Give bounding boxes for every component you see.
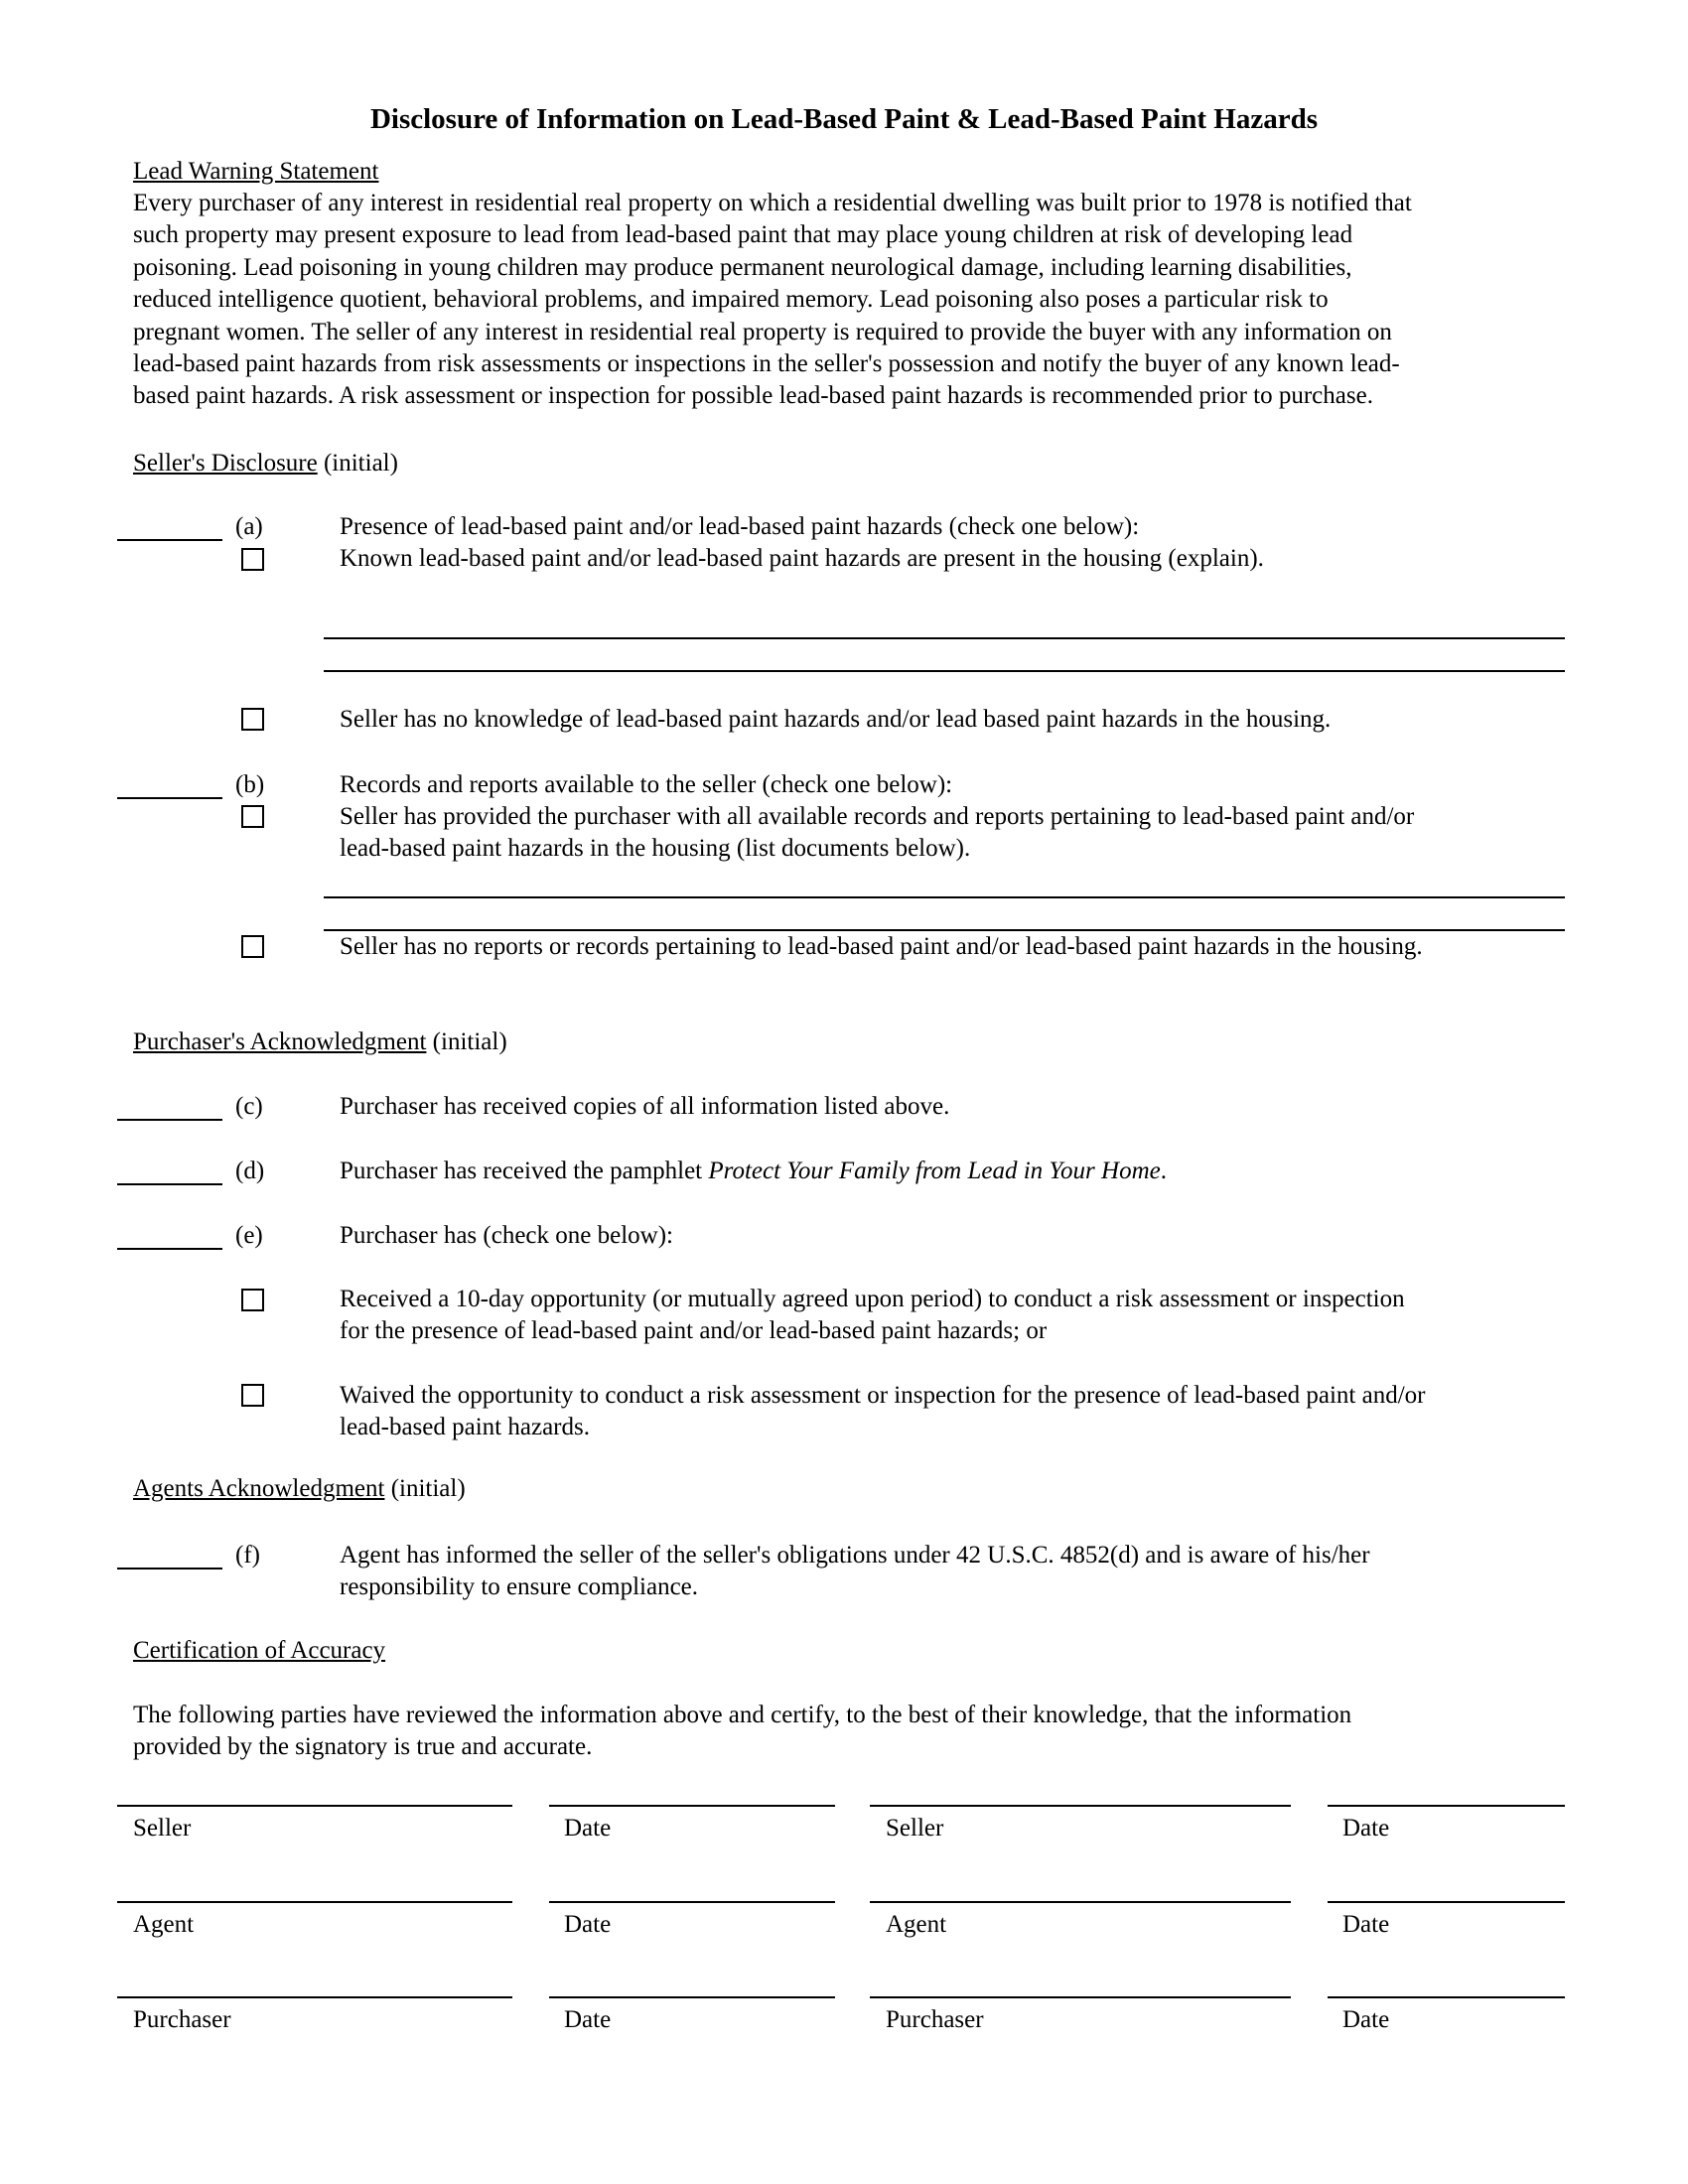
signature-label: Purchaser bbox=[886, 2006, 984, 2033]
lead-warning-line: Every purchaser of any interest in residential real property on which a residential dwelling was built prior to 1978 is notified that bbox=[133, 190, 1412, 216]
agents-ack-heading-text: Agents Acknowledgment bbox=[133, 1475, 385, 1502]
signature-label: Purchaser bbox=[133, 2006, 231, 2033]
option-waived-opportunity-line: lead-based paint hazards. bbox=[340, 1414, 590, 1440]
lead-warning-line: based paint hazards. A risk assessment or inspection for possible lead-based paint hazards is recommended prior to purchase. bbox=[133, 382, 1373, 410]
item-d-text-prefix: Purchaser has received the pamphlet bbox=[340, 1158, 709, 1184]
certification-line: provided by the signatory is true and accurate. bbox=[133, 1733, 593, 1761]
item-b-text: Records and reports available to the seller (check one below): bbox=[340, 771, 953, 798]
option-received-opportunity-line: for the presence of lead-based paint and/or lead-based paint hazards; or bbox=[340, 1317, 1048, 1344]
documents-line-1[interactable] bbox=[324, 896, 1565, 898]
explain-line-1[interactable] bbox=[324, 637, 1565, 639]
purchaser-signature-line[interactable] bbox=[870, 1996, 1291, 1998]
initial-line-c[interactable] bbox=[117, 1119, 222, 1121]
lead-warning-heading bbox=[133, 156, 378, 189]
purchaser-ack-heading-suffix: (initial) bbox=[426, 1028, 507, 1055]
seller-disclosure-heading-suffix: (initial) bbox=[317, 450, 398, 477]
page-title: Disclosure of Information on Lead-Based Paint & Lead-Based Paint Hazards bbox=[369, 103, 1319, 135]
item-letter-d: (d) bbox=[235, 1158, 265, 1184]
option-waived-opportunity bbox=[340, 1380, 1561, 1443]
checkbox-received-opportunity[interactable] bbox=[241, 1289, 264, 1311]
explain-line-2[interactable] bbox=[324, 670, 1565, 672]
certification-line: The following parties have reviewed the information above and certify, to the best of their knowledge, that the information bbox=[133, 1702, 1352, 1728]
lead-warning-line: poisoning. Lead poisoning in young children may produce permanent neurological damage, including learning disabilities, bbox=[133, 253, 1352, 281]
seller-date-line[interactable] bbox=[549, 1805, 835, 1807]
lead-warning-line: such property may present exposure to lead from lead-based paint that may place young children at risk of developing lead bbox=[133, 221, 1353, 249]
pamphlet-title: Protect Your Family from Lead in Your Home bbox=[708, 1158, 1161, 1184]
item-a-text: Presence of lead-based paint and/or lead-based paint hazards (check one below): bbox=[340, 513, 1140, 540]
item-c-text: Purchaser has received copies of all information listed above. bbox=[340, 1093, 950, 1120]
option-records-provided-line: lead-based paint hazards in the housing (list documents below). bbox=[340, 835, 971, 862]
item-f-text-line: responsibility to ensure compliance. bbox=[340, 1573, 699, 1600]
initial-line-d[interactable] bbox=[117, 1183, 222, 1185]
signature-label: Date bbox=[564, 1815, 612, 1842]
purchaser-ack-heading bbox=[133, 1026, 507, 1059]
option-records-provided bbox=[340, 801, 1561, 865]
option-no-records: Seller has no reports or records pertaining to lead-based paint and/or lead-based paint hazards in the housing. bbox=[340, 933, 1423, 960]
item-e-text: Purchaser has (check one below): bbox=[340, 1222, 673, 1249]
lead-warning-line: reduced intelligence quotient, behavioral problems, and impaired memory. Lead poisoning also poses a particular risk to bbox=[133, 286, 1329, 314]
purchaser-ack-heading-text: Purchaser's Acknowledgment bbox=[133, 1028, 427, 1055]
option-waived-opportunity-line: Waived the opportunity to conduct a risk assessment or inspection for the presence of lead-based paint and/or bbox=[340, 1382, 1426, 1409]
option-received-opportunity bbox=[340, 1284, 1561, 1347]
option-records-provided-line: Seller has provided the purchaser with all available records and reports pertaining to lead-based paint and/or bbox=[340, 803, 1415, 830]
item-f-text-line: Agent has informed the seller of the seller's obligations under 42 U.S.C. 4852(d) and is aware of his/her bbox=[340, 1542, 1370, 1569]
option-received-opportunity-line: Received a 10-day opportunity (or mutually agreed upon period) to conduct a risk assessment or inspection bbox=[340, 1286, 1405, 1312]
option-no-knowledge: Seller has no knowledge of lead-based paint hazards and/or lead based paint hazards in the housing. bbox=[340, 706, 1332, 733]
seller-disclosure-heading-text: Seller's Disclosure bbox=[133, 450, 318, 477]
signature-label: Date bbox=[1342, 1815, 1390, 1842]
agent-date-line[interactable] bbox=[1328, 1901, 1565, 1903]
agent-signature-line[interactable] bbox=[870, 1901, 1291, 1903]
item-d-text-suffix: . bbox=[1160, 1158, 1167, 1184]
initial-line-f[interactable] bbox=[117, 1568, 222, 1570]
checkbox-no-records[interactable] bbox=[241, 935, 264, 958]
initial-line-b[interactable] bbox=[117, 797, 222, 799]
option-known-lead-paint: Known lead-based paint and/or lead-based paint hazards are present in the housing (explain). bbox=[340, 545, 1264, 572]
signature-label: Agent bbox=[133, 1911, 195, 1938]
item-d-text bbox=[340, 1156, 1561, 1187]
seller-signature-line[interactable] bbox=[117, 1805, 512, 1807]
seller-signature-line[interactable] bbox=[870, 1805, 1291, 1807]
item-letter-e: (e) bbox=[235, 1222, 263, 1249]
purchaser-signature-line[interactable] bbox=[117, 1996, 512, 1998]
certification-heading-text: Certification of Accuracy bbox=[133, 1637, 386, 1664]
certification-statement bbox=[133, 1700, 1563, 1764]
seller-disclosure-heading bbox=[133, 448, 398, 480]
lead-warning-line: pregnant women. The seller of any interest in residential real property is required to provide the buyer with any information on bbox=[133, 318, 1392, 345]
initial-line-a[interactable] bbox=[117, 539, 222, 541]
signature-label: Seller bbox=[886, 1815, 944, 1842]
signature-label: Date bbox=[564, 2006, 612, 2033]
signature-label: Agent bbox=[886, 1911, 947, 1938]
purchaser-date-line[interactable] bbox=[1328, 1996, 1565, 1998]
initial-line-e[interactable] bbox=[117, 1248, 222, 1250]
certification-heading bbox=[133, 1635, 385, 1668]
checkbox-waived-opportunity[interactable] bbox=[241, 1384, 264, 1407]
checkbox-records-provided[interactable] bbox=[241, 805, 264, 828]
purchaser-date-line[interactable] bbox=[549, 1996, 835, 1998]
agents-ack-heading-suffix: (initial) bbox=[384, 1475, 466, 1502]
signature-label: Date bbox=[564, 1911, 612, 1938]
checkbox-known-lead-paint[interactable] bbox=[241, 548, 264, 571]
signature-label: Date bbox=[1342, 2006, 1390, 2033]
signature-label: Date bbox=[1342, 1911, 1390, 1938]
item-letter-c: (c) bbox=[235, 1093, 263, 1120]
item-f-text bbox=[340, 1540, 1561, 1603]
item-letter-f: (f) bbox=[235, 1542, 260, 1569]
agents-ack-heading bbox=[133, 1473, 466, 1506]
seller-date-line[interactable] bbox=[1328, 1805, 1565, 1807]
lead-warning-heading-text: Lead Warning Statement bbox=[133, 158, 379, 185]
checkbox-no-knowledge[interactable] bbox=[241, 708, 264, 731]
agent-signature-line[interactable] bbox=[117, 1901, 512, 1903]
signature-label: Seller bbox=[133, 1815, 192, 1842]
item-letter-a: (a) bbox=[235, 513, 263, 540]
lead-warning-line: lead-based paint hazards from risk assessments or inspections in the seller's possession and notify the buyer of any known lead- bbox=[133, 350, 1400, 378]
item-letter-b: (b) bbox=[235, 771, 265, 798]
lead-warning-statement bbox=[133, 188, 1563, 413]
agent-date-line[interactable] bbox=[549, 1901, 835, 1903]
